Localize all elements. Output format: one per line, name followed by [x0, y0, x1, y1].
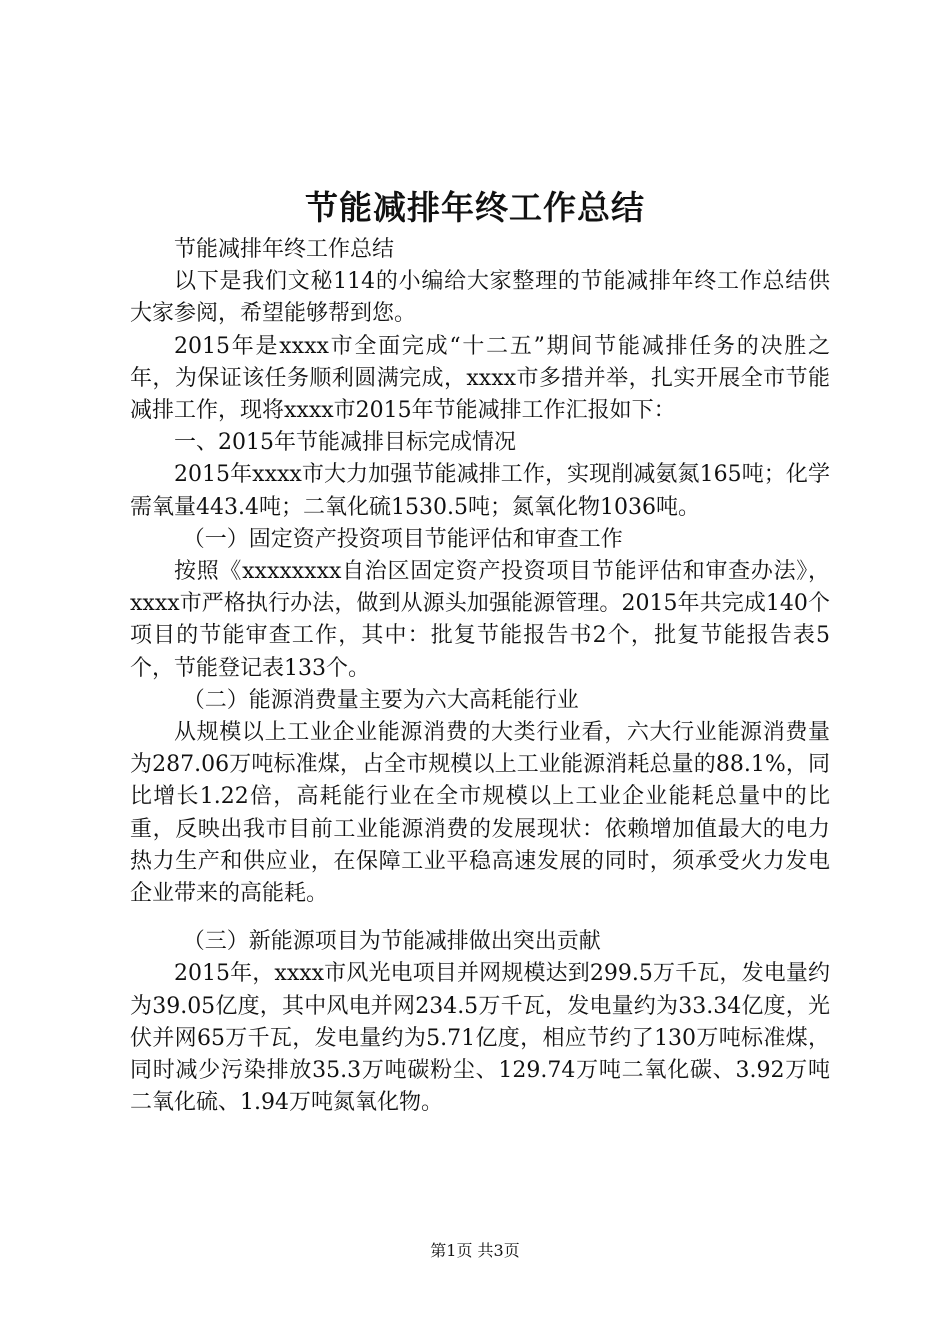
- paragraph-consumption: 从规模以上工业企业能源消费的大类行业看，六大行业能源消费量为287.06万吨标准煤，占全市规模以上工业能源消耗总量的88.1%，同比增长1.22倍，高耗能行业在全市规模以上工业企业能耗总量中的比重，反映出我市目前工业能源消费的发展现状：依赖增加值最大的电力热力生产和供应业，在保障工业平稳高速发展的同时，须承受火力发电企业带来的高能耗。: [130, 720, 830, 907]
- section-heading-1: 一、2015年节能减排目标完成情况: [174, 430, 516, 456]
- subsection-heading-3: （三）新能源项目为节能减排做出突出贡献: [182, 929, 601, 955]
- page-footer: 第1页 共3页: [430, 1241, 520, 1260]
- subsection-heading-1: （一）固定资产投资项目节能评估和审查工作: [182, 526, 623, 552]
- subsection-heading-2: （二）能源消费量主要为六大高耗能行业: [182, 687, 579, 713]
- document-title: 节能减排年终工作总结: [305, 188, 645, 227]
- paragraph-assessment: 按照《xxxxxxxx自治区固定资产投资项目节能评估和审查办法》，xxxx市严格执行办法，做到从源头加强能源管理。2015年共完成140个项目的节能审查工作，其中：批复节能报告书2个，批复节能报告表5个，节能登记表133个。: [130, 559, 830, 681]
- document-body: [130, 234, 830, 1119]
- paragraph-overview: 2015年是xxxx市全面完成“十二五”期间节能减排任务的决胜之年，为保证该任务顺利圆满完成，xxxx市多措并举，扎实开展全市节能减排工作，现将xxxx市2015年节能减排工作汇报如下：: [130, 333, 830, 424]
- paragraph-intro: 以下是我们文秘114的小编给大家整理的节能减排年终工作总结供大家参阅，希望能够帮到您。: [130, 269, 830, 327]
- paragraph-subtitle: 节能减排年终工作总结: [174, 237, 395, 262]
- paragraph-targets: 2015年xxxx市大力加强节能减排工作，实现削减氨氮165吨；化学需氧量443.4吨；二氧化硫1530.5吨；氮氧化物1036吨。: [130, 462, 830, 520]
- paragraph-new-energy: 2015年，xxxx市风光电项目并网规模达到299.5万千瓦，发电量约为39.05亿度，其中风电并网234.5万千瓦，发电量约为33.34亿度，光伏并网65万千瓦，发电量约为5.71亿度，相应节约了130万吨标准煤，同时减少污染排放35.3万吨碳粉尘、129.74万吨二氧化碳、3.92万吨二氧化硫、1.94万吨氮氧化物。: [130, 961, 830, 1116]
